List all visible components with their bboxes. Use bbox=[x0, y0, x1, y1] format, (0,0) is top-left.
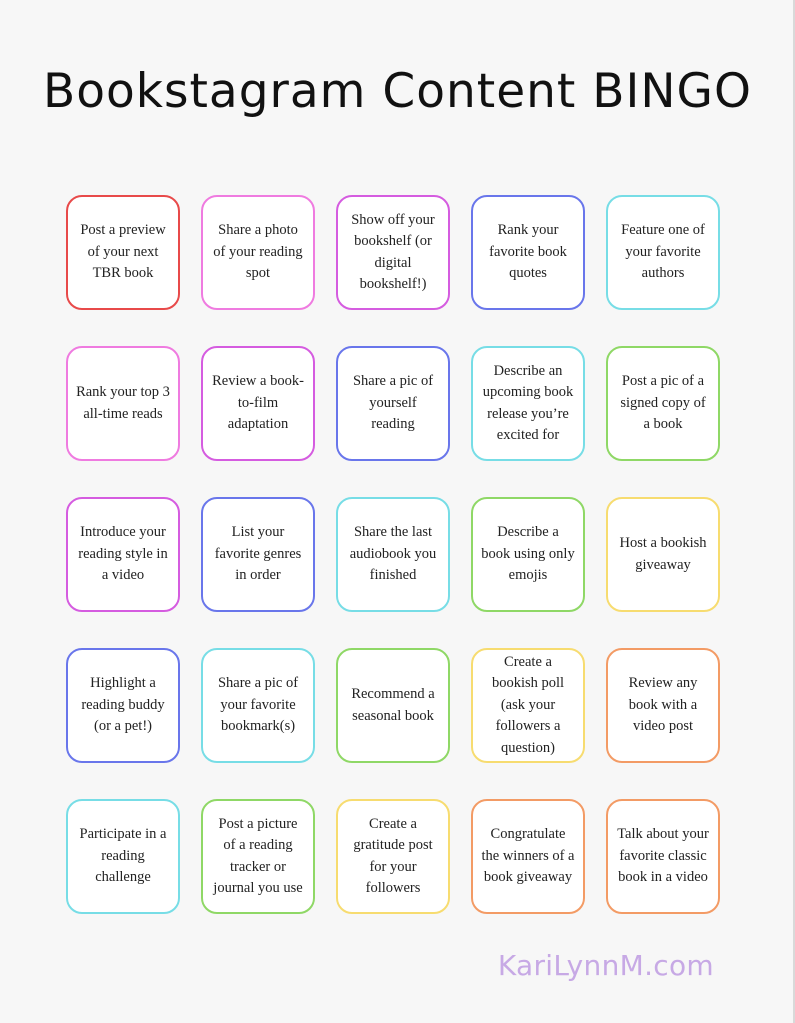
bingo-cell-text: Share a photo of your reading spot bbox=[213, 222, 303, 282]
bingo-cell-21 bbox=[66, 799, 180, 914]
bingo-cell-19 bbox=[471, 648, 585, 763]
website-credit: KariLynnM.com bbox=[497, 949, 714, 982]
bingo-cell-9 bbox=[471, 346, 585, 461]
bingo-cell-13 bbox=[336, 497, 450, 612]
bingo-cell-4 bbox=[471, 195, 585, 310]
bingo-cell-14 bbox=[471, 497, 585, 612]
bingo-cell-8 bbox=[336, 346, 450, 461]
bingo-grid bbox=[66, 195, 724, 915]
bingo-cell-text: Feature one of your favorite authors bbox=[621, 222, 705, 282]
bingo-cell-2 bbox=[201, 195, 315, 310]
bingo-cell-5 bbox=[606, 195, 720, 310]
bingo-cell-text: Introduce your reading style in a video bbox=[78, 524, 168, 584]
bingo-cell-text: Rank your favorite book quotes bbox=[489, 222, 567, 282]
bingo-cell-22 bbox=[201, 799, 315, 914]
page-title: Bookstagram Content BINGO bbox=[43, 64, 752, 119]
bingo-cell-text: Participate in a reading challenge bbox=[79, 826, 167, 886]
bingo-cell-11 bbox=[66, 497, 180, 612]
bingo-cell-text: Share the last audiobook you finished bbox=[349, 524, 437, 584]
bingo-cell-1 bbox=[66, 195, 180, 310]
bingo-cell-7 bbox=[201, 346, 315, 461]
bingo-cell-17 bbox=[201, 648, 315, 763]
bingo-cell-text: Highlight a reading buddy (or a pet!) bbox=[81, 675, 165, 735]
bingo-cell-text: Create a gratitude post for your followers bbox=[353, 815, 433, 896]
bingo-cell-20 bbox=[606, 648, 720, 763]
bingo-cell-text: Share a pic of your favorite bookmark(s) bbox=[217, 675, 299, 735]
bingo-cell-text: Review any book with a video post bbox=[628, 675, 698, 735]
bingo-cell-3 bbox=[336, 195, 450, 310]
bingo-cell-23 bbox=[336, 799, 450, 914]
bingo-cell-6 bbox=[66, 346, 180, 461]
bingo-cell-text: Post a picture of a reading tracker or journal you use bbox=[213, 815, 303, 896]
bingo-cell-text: Describe an upcoming book release you’re excited for bbox=[482, 362, 574, 443]
bingo-cell-12 bbox=[201, 497, 315, 612]
bingo-cell-text: Host a bookish giveaway bbox=[619, 535, 707, 573]
bingo-cell-text: Show off your bookshelf (or digital bookshelf!) bbox=[351, 211, 435, 292]
bingo-cell-text: Share a pic of yourself reading bbox=[352, 373, 434, 433]
bingo-cell-text: Review a book-to-film adaptation bbox=[212, 373, 304, 433]
bingo-cell-24 bbox=[471, 799, 585, 914]
bingo-cell-text: Rank your top 3 all-time reads bbox=[76, 384, 170, 422]
bingo-cell-text: Post a preview of your next TBR book bbox=[80, 222, 166, 282]
bingo-cell-16 bbox=[66, 648, 180, 763]
bingo-cell-text: Describe a book using only emojis bbox=[481, 524, 575, 584]
bingo-cell-text: Create a bookish poll (ask your followers a question) bbox=[491, 653, 565, 756]
bingo-cell-text: List your favorite genres in order bbox=[214, 524, 302, 584]
bingo-cell-text: Post a pic of a signed copy of a book bbox=[620, 373, 706, 433]
bingo-cell-25 bbox=[606, 799, 720, 914]
bingo-cell-10 bbox=[606, 346, 720, 461]
bingo-cell-text: Talk about your favorite classic book in a video bbox=[617, 826, 709, 886]
bingo-cell-text: Congratulate the winners of a book giveaway bbox=[481, 826, 575, 886]
bingo-cell-18 bbox=[336, 648, 450, 763]
bingo-cell-text: Recommend a seasonal book bbox=[351, 686, 435, 724]
bingo-cell-15 bbox=[606, 497, 720, 612]
